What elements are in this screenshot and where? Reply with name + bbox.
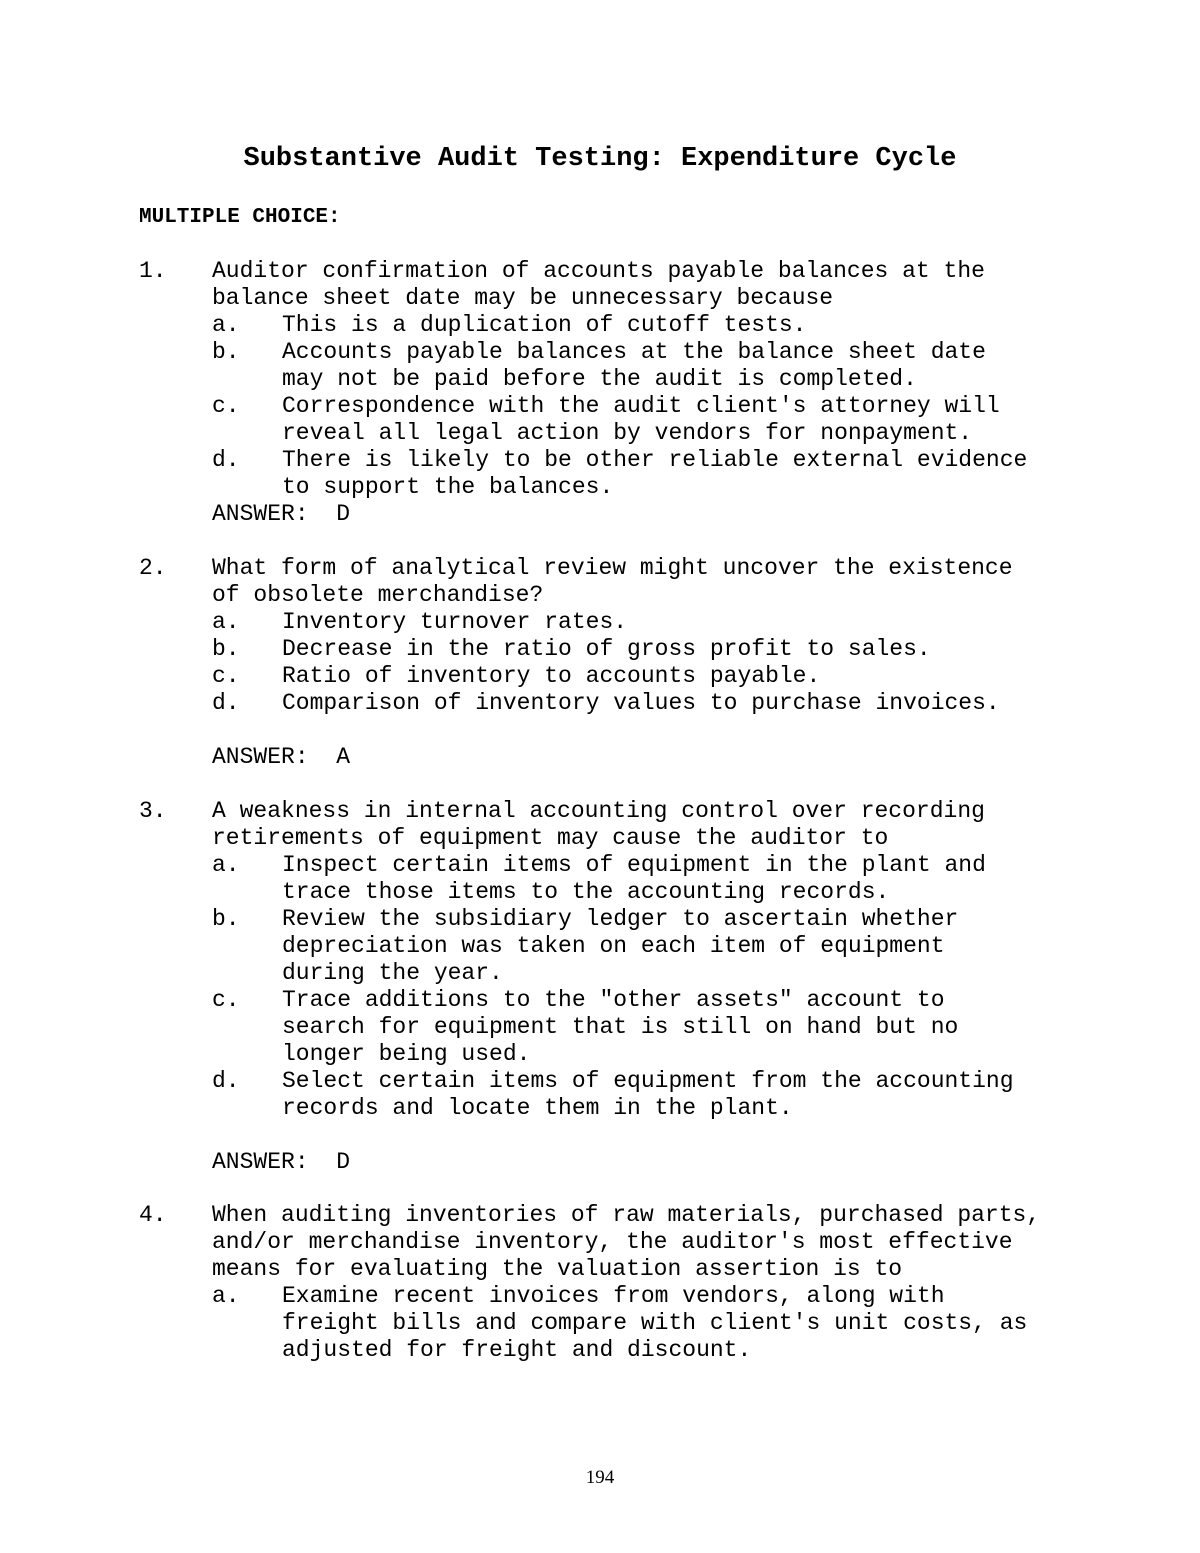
option-c (212, 393, 1099, 447)
option-text: Inventory turnover rates. (282, 609, 628, 635)
answer: ANSWER: A (212, 744, 351, 770)
option-text: Review the subsidiary ledger to ascertain whether depreciation was taken on each item of equipment during the year. (282, 906, 959, 986)
option-letter: d. (212, 447, 240, 473)
question-number: 2. (139, 555, 167, 581)
option-b (212, 906, 1099, 987)
section-heading: MULTIPLE CHOICE: (139, 206, 341, 229)
question-number: 1. (139, 258, 167, 284)
option-text: Select certain items of equipment from the accounting records and locate them in the plant. (282, 1068, 1014, 1121)
option-letter: c. (212, 393, 240, 419)
option-letter: b. (212, 906, 240, 932)
option-letter: c. (212, 987, 240, 1013)
page-number: 194 (585, 1467, 615, 1488)
question-number: 4. (139, 1202, 167, 1228)
option-letter: a. (212, 852, 240, 878)
option-text: There is likely to be other reliable external evidence to support the balances. (282, 447, 1028, 500)
option-letter: d. (212, 1068, 240, 1094)
option-a (212, 1283, 1099, 1364)
option-text: Examine recent invoices from vendors, along with freight bills and compare with client's unit costs, as adjusted for freight and discount. (282, 1283, 1028, 1363)
option-text: Accounts payable balances at the balance sheet date may not be paid before the audit is completed. (282, 339, 986, 392)
option-b (212, 636, 1099, 663)
option-letter: a. (212, 609, 240, 635)
option-letter: a. (212, 1283, 240, 1309)
option-letter: b. (212, 636, 240, 662)
question-number: 3. (139, 798, 167, 824)
option-text: Trace additions to the "other assets" account to search for equipment that is still on hand but no longer being used. (282, 987, 959, 1067)
option-d (212, 690, 1099, 717)
question-4 (139, 1202, 1099, 1364)
option-b (212, 339, 1099, 393)
question-1 (139, 258, 1099, 528)
question-stem: Auditor confirmation of accounts payable balances at the balance sheet date may be unnecessary because (212, 258, 985, 311)
option-text: Inspect certain items of equipment in the plant and trace those items to the accounting records. (282, 852, 986, 905)
option-letter: c. (212, 663, 240, 689)
option-text: Correspondence with the audit client's attorney will reveal all legal action by vendors for nonpayment. (282, 393, 1000, 446)
option-c (212, 663, 1099, 690)
option-a (212, 852, 1099, 906)
question-stem: When auditing inventories of raw materials, purchased parts, and/or merchandise inventory, the auditor's most effective means for evaluating the valuation assertion is to (212, 1202, 1041, 1282)
option-text: Ratio of inventory to accounts payable. (282, 663, 821, 689)
answer: ANSWER: D (212, 1149, 351, 1175)
option-a (212, 312, 1099, 339)
option-d (212, 1068, 1099, 1122)
question-stem: What form of analytical review might uncover the existence of obsolete merchandise? (212, 555, 1013, 608)
question-stem: A weakness in internal accounting control over recording retirements of equipment may cause the auditor to (212, 798, 985, 851)
option-letter: d. (212, 690, 240, 716)
option-text: Comparison of inventory values to purchase invoices. (282, 690, 1000, 716)
option-c (212, 987, 1099, 1068)
question-2 (139, 555, 1099, 771)
option-text: Decrease in the ratio of gross profit to sales. (282, 636, 931, 662)
option-d (212, 447, 1099, 501)
answer: ANSWER: D (212, 501, 351, 527)
option-a (212, 609, 1099, 636)
option-letter: b. (212, 339, 240, 365)
question-3 (139, 798, 1099, 1176)
option-text: This is a duplication of cutoff tests. (282, 312, 807, 338)
option-letter: a. (212, 312, 240, 338)
page-title: Substantive Audit Testing: Expenditure Cycle (243, 144, 957, 174)
